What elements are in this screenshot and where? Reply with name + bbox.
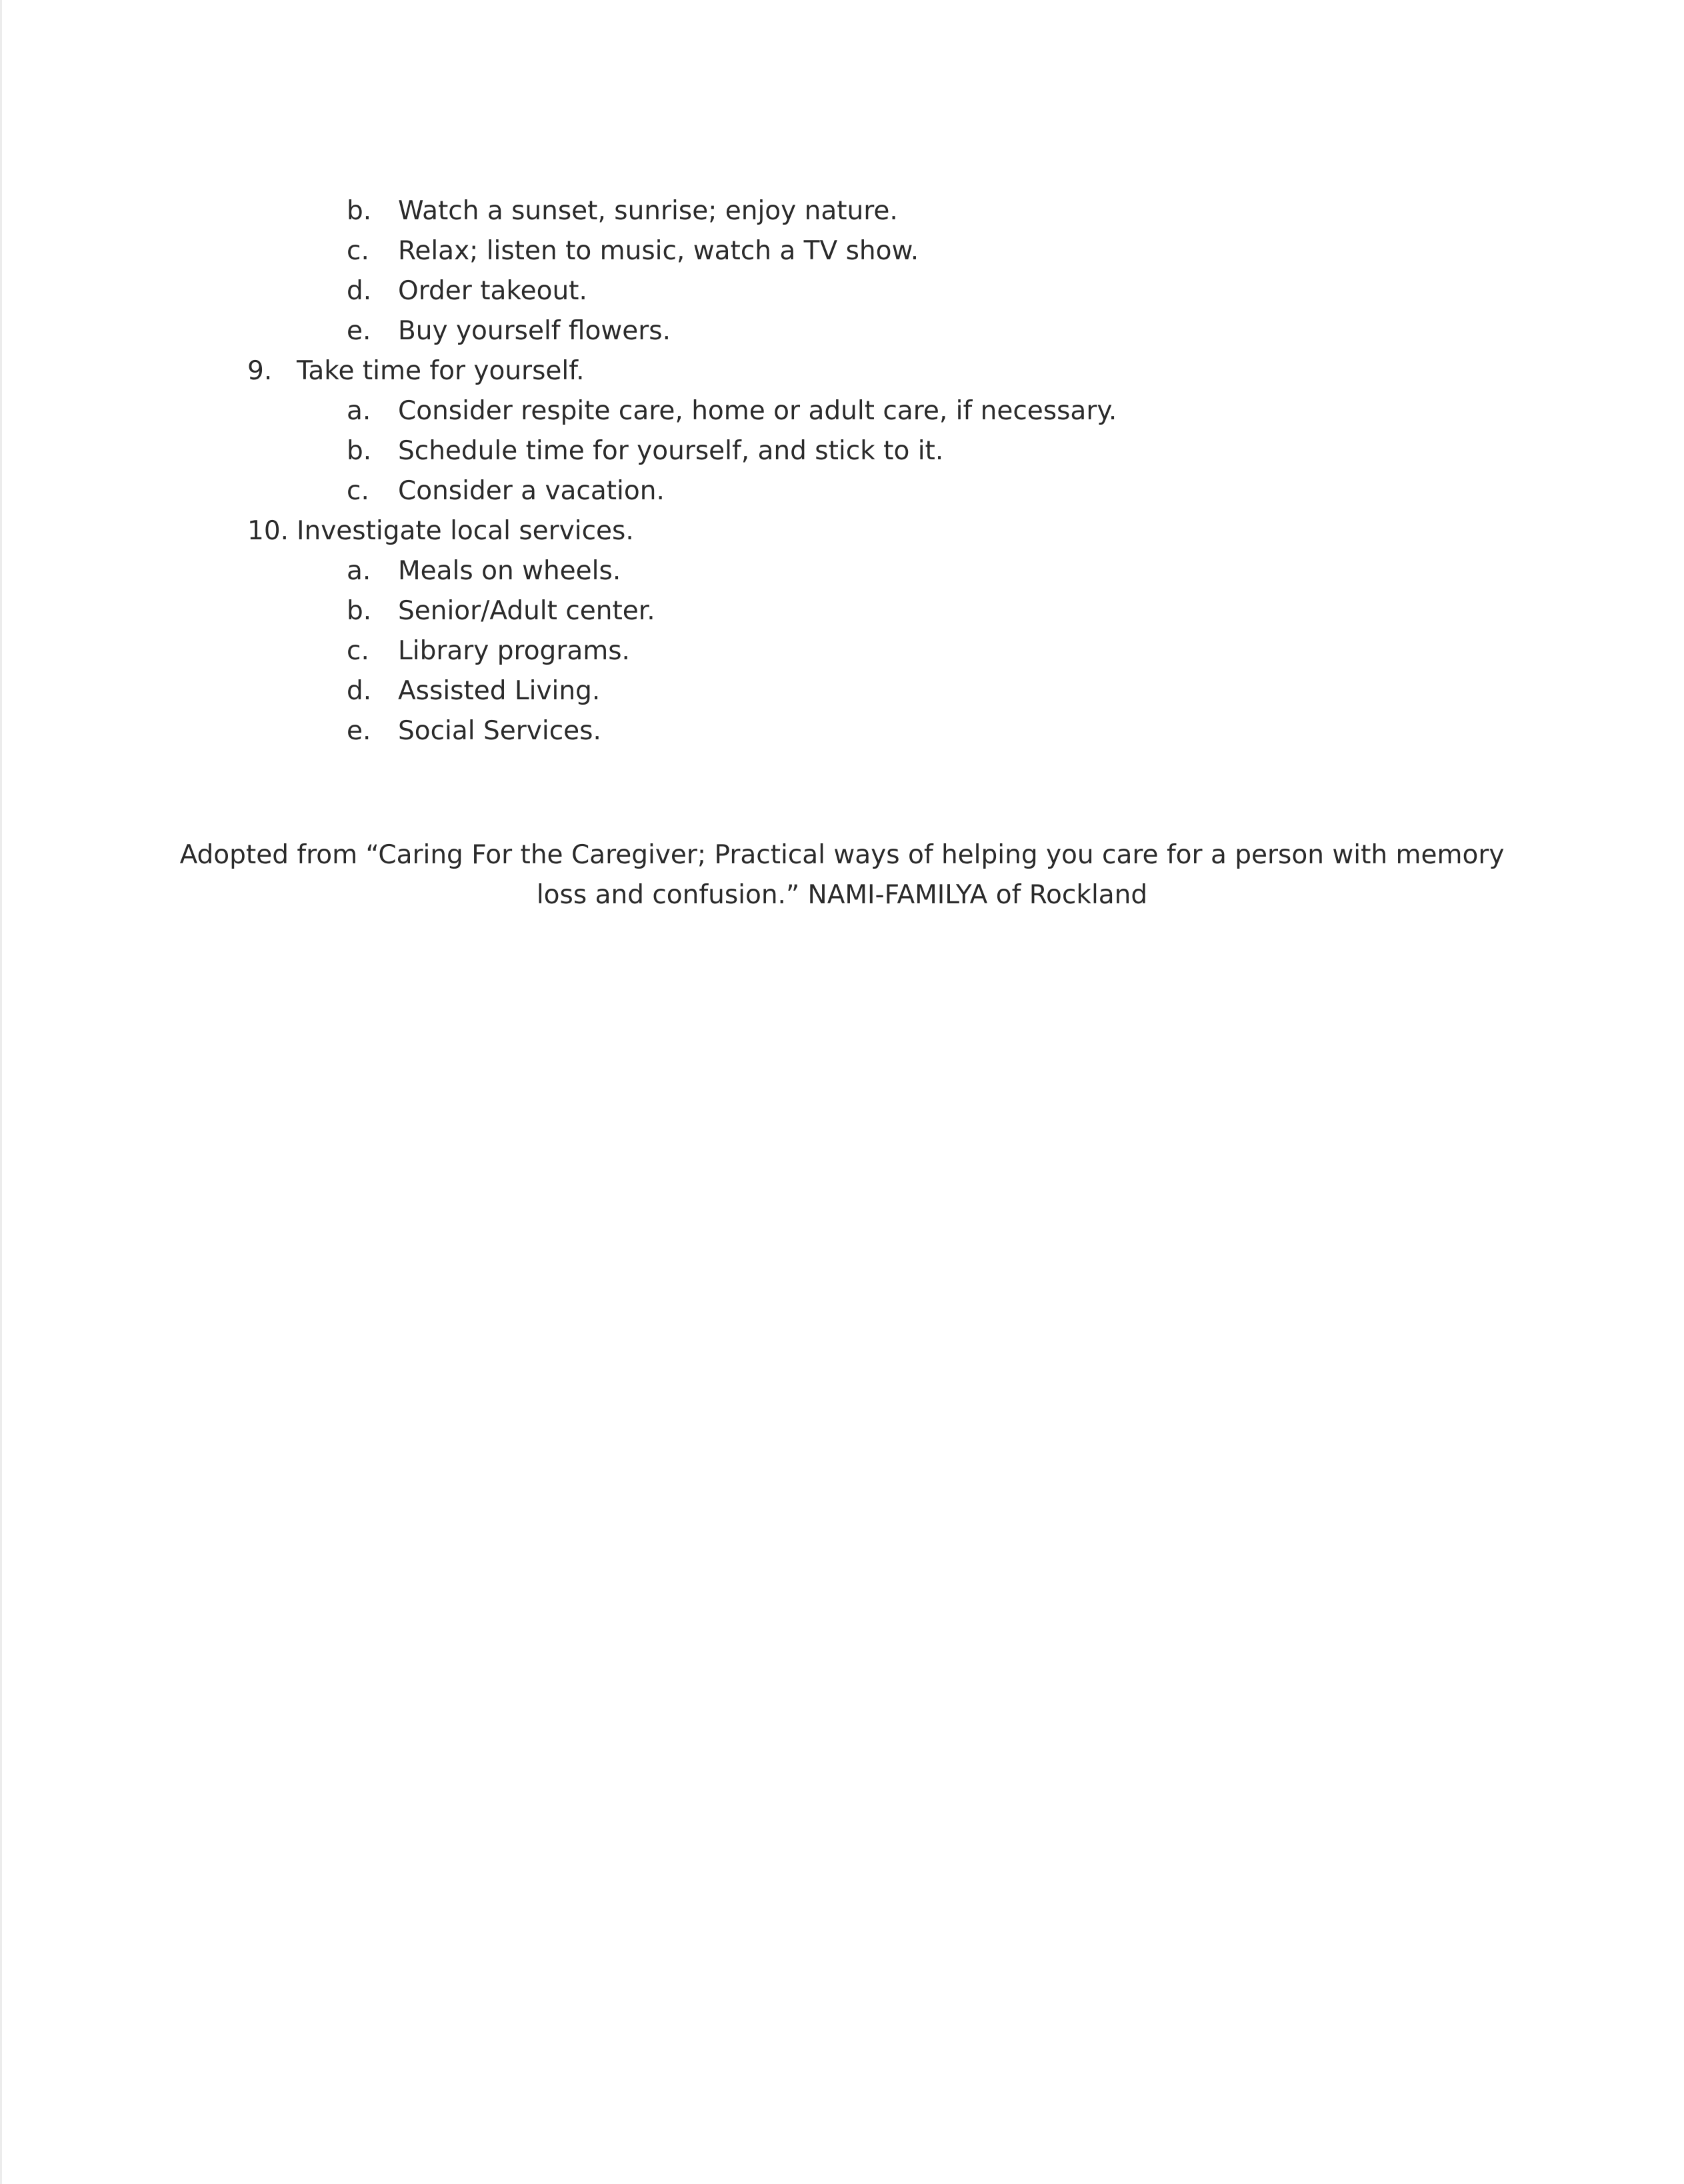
list-item-text: Order takeout. xyxy=(398,276,587,306)
list-marker: b. xyxy=(347,436,372,466)
scan-edge xyxy=(0,0,2,2184)
list-marker: b. xyxy=(347,196,372,226)
list-item-text: Watch a sunset, sunrise; enjoy nature. xyxy=(398,196,898,226)
list-number: 9. xyxy=(247,356,273,386)
list-item-text: Meals on wheels. xyxy=(398,556,621,586)
list-marker: c. xyxy=(347,236,369,266)
list-marker: d. xyxy=(347,276,372,306)
list-item-text: Library programs. xyxy=(398,636,630,666)
list-item-text: Schedule time for yourself, and stick to it. xyxy=(398,436,944,466)
list-number: 10. xyxy=(247,516,289,546)
list-marker: c. xyxy=(347,636,369,666)
list-marker: e. xyxy=(347,316,371,346)
list-item-text: Consider a vacation. xyxy=(398,476,665,506)
list-marker: a. xyxy=(347,556,371,586)
list-marker: c. xyxy=(347,476,369,506)
list-item-text: Buy yourself flowers. xyxy=(398,316,671,346)
attribution-line-2: loss and confusion.” NAMI-FAMILYA of Rockland xyxy=(536,880,1148,910)
list-marker: d. xyxy=(347,676,372,706)
list-item-text: Social Services. xyxy=(398,716,601,746)
list-marker: b. xyxy=(347,596,372,626)
list-marker: a. xyxy=(347,396,371,426)
list-item-text: Take time for yourself. xyxy=(297,356,585,386)
list-item-text: Relax; listen to music, watch a TV show. xyxy=(398,236,919,266)
list-item-text: Senior/Adult center. xyxy=(398,596,655,626)
list-item-text: Investigate local services. xyxy=(297,516,634,546)
attribution-line-1: Adopted from “Caring For the Caregiver; Practical ways of helping you care for a person with memory xyxy=(179,840,1505,870)
list-marker: e. xyxy=(347,716,371,746)
list-item-text: Assisted Living. xyxy=(398,676,601,706)
attribution xyxy=(173,835,1511,915)
list-item-text: Consider respite care, home or adult care, if necessary. xyxy=(398,396,1117,426)
